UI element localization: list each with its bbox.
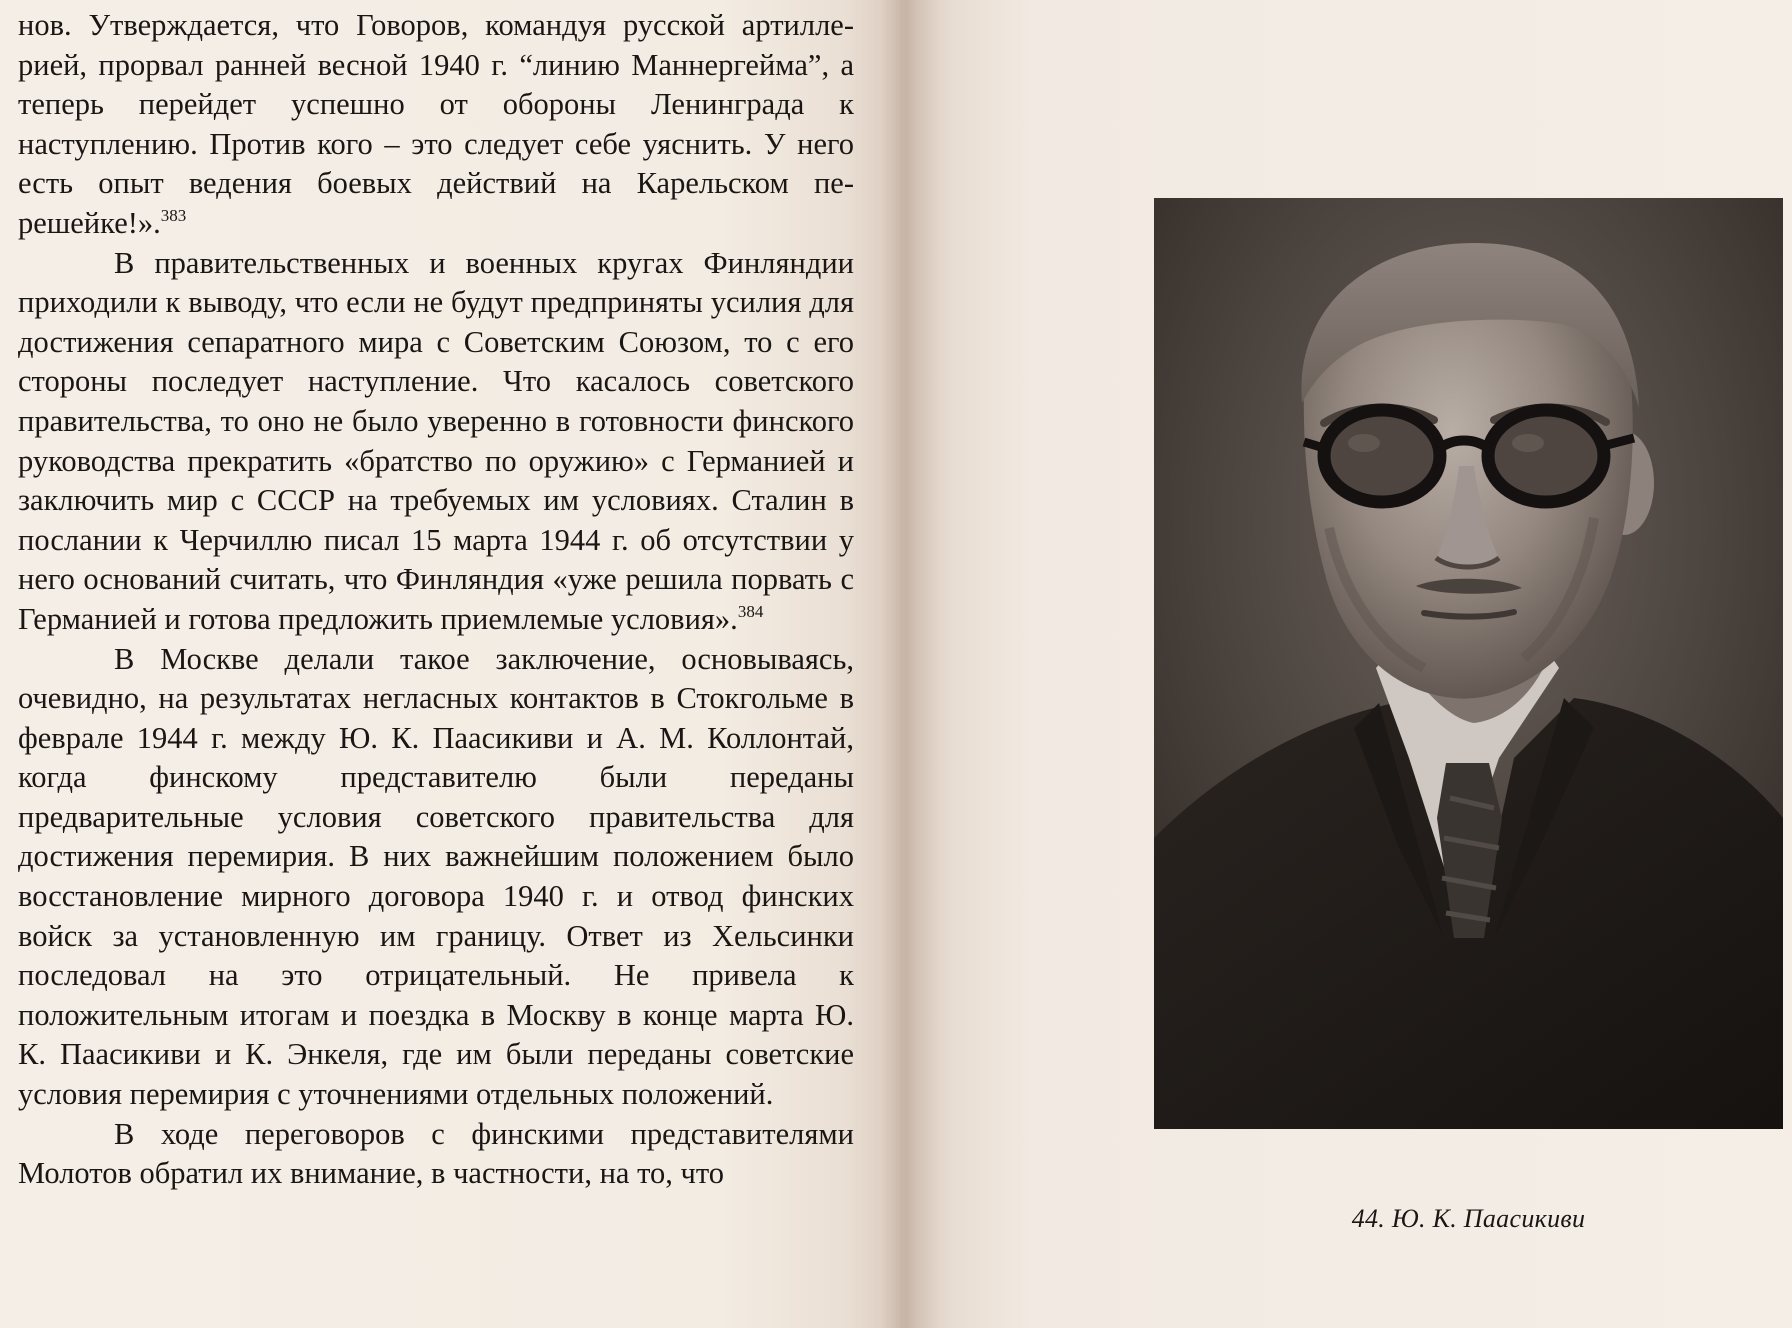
body-text — [18, 6, 854, 1194]
photo-caption: 44. Ю. К. Паасикиви — [1351, 1204, 1586, 1233]
paragraph-1 — [18, 6, 854, 244]
paragraph-3 — [18, 640, 854, 1115]
paragraph-text: В правительственных и военных кругах Финляндии приходили к выводу, что если не будут предприняты усилия для достижения сепаратного мира с Советским Союзом, то с его стороны последует наступление. Что касалось советского правительства, то оно не было уверенно в готовности финского руководства прекратить «братство по оружию» с Германией и заключить мир с СССР на требуемых им условиях. Сталин в послании к Черчиллю писал 15 марта 1944 г. об отсутствии у него оснований считать, что Финляндия «уже решила порвать с Германией и готова предложить приемлемые условия». — [18, 245, 854, 636]
paragraph-text: нов. Утверждается, что Говоров, командуя русской артиллерией, прорвал ранней весной 1940 г. “линию Маннергейма”, а теперь перейдет успешно от обороны Ленинграда к наступлению. Против кого – это следует себе уяснить. У него есть опыт ведения боевых действий на Карельском перешейке!». — [18, 8, 854, 240]
paragraph-4 — [18, 1115, 854, 1194]
portrait-photo — [1154, 198, 1783, 1129]
footnote-ref[interactable]: 384 — [737, 601, 764, 621]
paragraph-text: В Москве делали такое заключение, основываясь, очевидно, на результатах негласных контактов в Стокгольме в феврале 1944 г. между Ю. К. Паасикиви и А. М. Коллонтай, когда финскому представителю были переданы предварительные условия советского правительства для достижения перемирия. В них важнейшим положением было восстановление мирного договора 1940 г. и отвод финских войск за установленную им границу. Ответ из Хельсинки последовал на это отрицательный. Не привела к положительным итогам и поездка в Москву в конце марта Ю. К. Паасикиви и К. Энкеля, где им были переданы советские условия перемирия с уточнениями отдельных положений. — [18, 641, 854, 1112]
paragraph-2 — [18, 244, 854, 640]
footnote-ref[interactable]: 383 — [160, 205, 187, 225]
paragraph-text: В ходе переговоров с финскими представителями Молотов обратил их внимание, в частности, на то, что — [18, 1116, 854, 1191]
